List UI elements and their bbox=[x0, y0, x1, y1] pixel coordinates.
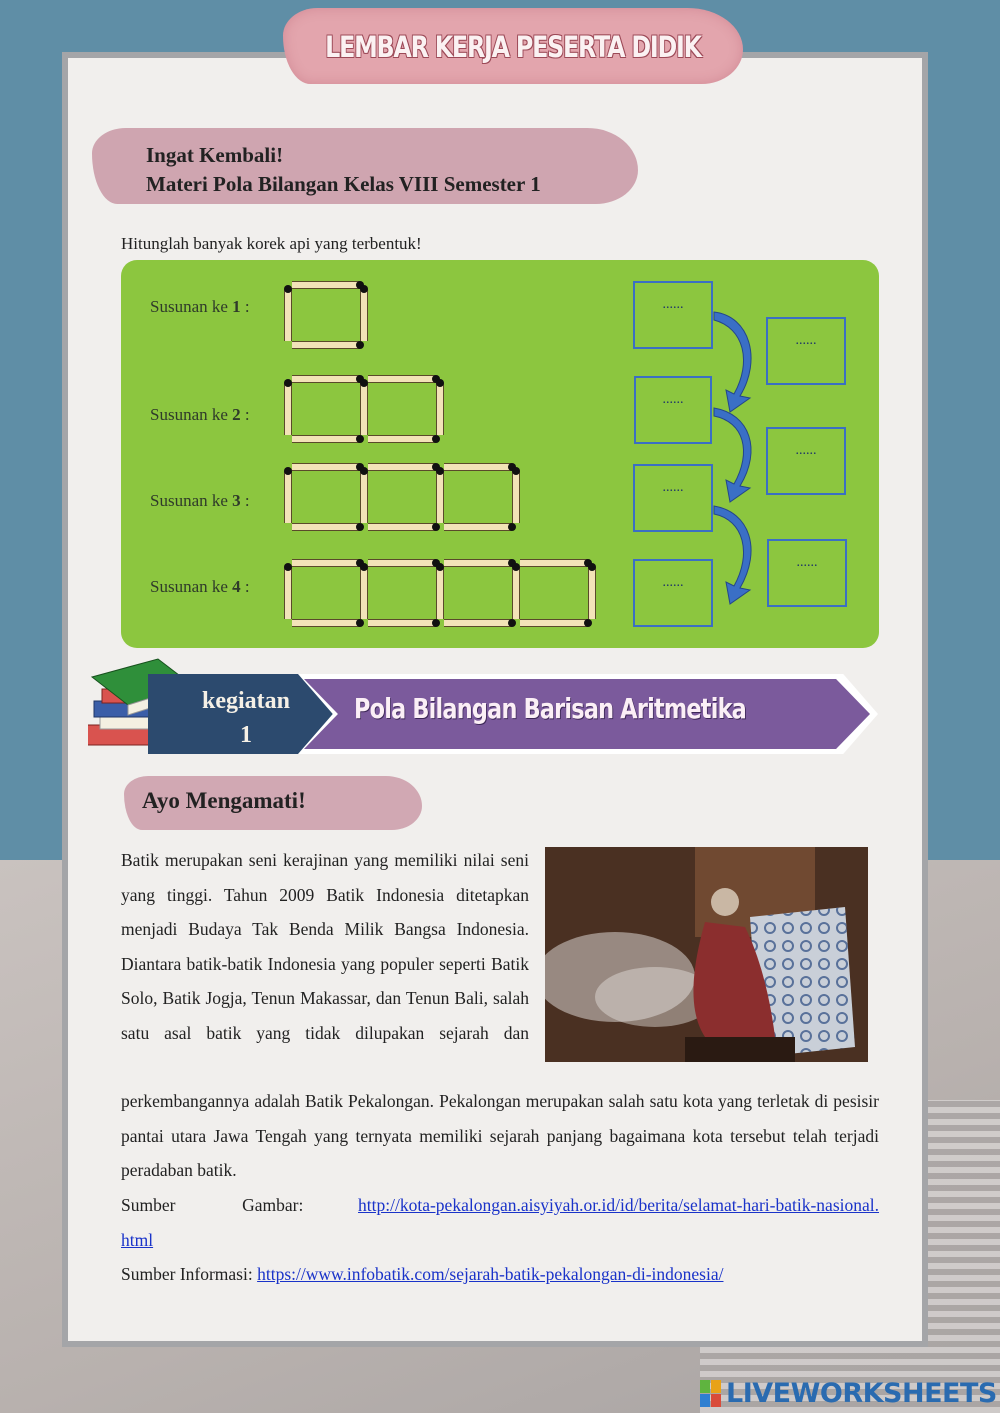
matchstick bbox=[368, 435, 440, 443]
matchstick bbox=[512, 563, 520, 619]
paragraph-wide: perkembangannya adalah Batik Pekalongan. Pekalongan merupakan salah satu kota yang terletak di pesisir pantai utara Jawa Tengah yang ternyata memiliki sejarah panjang bagaimana kota tersebut telah terjadi peradaban batik. bbox=[121, 1091, 879, 1181]
row-label-2: Susunan ke 2 : bbox=[150, 405, 250, 424]
matchstick bbox=[292, 281, 364, 289]
matchstick bbox=[292, 619, 364, 627]
activity-title: Pola Bilangan Barisan Aritmetika bbox=[354, 692, 746, 725]
answer-box-4[interactable]: ...... bbox=[633, 559, 713, 627]
answer-box-2[interactable]: ...... bbox=[634, 376, 712, 444]
difference-box-3[interactable]: ...... bbox=[767, 539, 847, 607]
row-label-4: Susunan ke 4 : bbox=[150, 577, 250, 596]
matchstick bbox=[360, 467, 368, 523]
activity-label-line-2: 1 bbox=[240, 722, 252, 748]
matchstick bbox=[512, 467, 520, 523]
matchstick bbox=[444, 559, 516, 567]
recall-line-1: Ingat Kembali! bbox=[146, 143, 284, 167]
matchstick bbox=[368, 619, 440, 627]
answer-box-1[interactable]: ...... bbox=[633, 281, 713, 349]
batik-photo bbox=[545, 847, 868, 1062]
page-title: LEMBAR KERJA PESERTA DIDIK bbox=[325, 30, 701, 64]
matchstick bbox=[360, 379, 368, 435]
info-source-label: Sumber Informasi: bbox=[121, 1264, 253, 1284]
row-label-1: Susunan ke 1 : bbox=[150, 297, 250, 316]
row-label-3: Susunan ke 3 : bbox=[150, 491, 250, 510]
matchstick-drawing bbox=[0, 0, 1000, 700]
image-source-label: Sumber Gambar: bbox=[121, 1195, 304, 1215]
info-source bbox=[121, 1257, 879, 1292]
matchstick bbox=[360, 285, 368, 341]
matchstick bbox=[368, 463, 440, 471]
matchstick bbox=[444, 463, 516, 471]
matchstick bbox=[444, 619, 516, 627]
observe-heading: Ayo Mengamati! bbox=[142, 788, 306, 813]
matchstick bbox=[292, 523, 364, 531]
difference-box-2[interactable]: ...... bbox=[766, 427, 846, 495]
instruction-text: Hitunglah banyak korek api yang terbentuk! bbox=[121, 234, 422, 253]
matchstick bbox=[368, 375, 440, 383]
matchstick bbox=[292, 341, 364, 349]
info-source-link[interactable]: https://www.infobatik.com/sejarah-batik-pekalongan-di-indonesia/ bbox=[257, 1264, 724, 1284]
matchstick bbox=[368, 523, 440, 531]
matchstick bbox=[520, 619, 592, 627]
matchstick bbox=[436, 467, 444, 523]
curved-arrow-3 bbox=[714, 506, 751, 604]
matchstick bbox=[284, 285, 292, 341]
activity-label bbox=[196, 684, 296, 752]
matchstick bbox=[284, 467, 292, 523]
matchstick bbox=[444, 523, 516, 531]
curved-arrow-1 bbox=[714, 312, 751, 412]
batik-photo-art bbox=[545, 847, 868, 1062]
image-source-link[interactable]: http://kota-pekalongan.aisyiyah.or.id/id/berita/selamat-hari-batik-nasional.html bbox=[121, 1195, 879, 1250]
matchstick bbox=[520, 559, 592, 567]
matchstick bbox=[436, 379, 444, 435]
matchstick bbox=[360, 563, 368, 619]
image-source bbox=[121, 1188, 879, 1257]
paragraph-narrow: Batik merupakan seni kerajinan yang memiliki nilai seni yang tinggi. Tahun 2009 Batik Indonesia ditetapkan menjadi Budaya Tak Benda Milik Bangsa Indonesia. Diantara batik-batik Indonesia yang populer seperti Batik Solo, Batik Jogja, Tenun Makassar, dan Tenun Bali, salah satu asal batik yang tidak dilupakan sejarah dan bbox=[121, 850, 529, 1043]
arrows-group bbox=[700, 300, 780, 620]
matchstick bbox=[292, 375, 364, 383]
matchstick bbox=[368, 559, 440, 567]
liveworksheets-logo: LIVEWORKSHEETS bbox=[726, 1378, 997, 1409]
difference-box-1[interactable]: ...... bbox=[766, 317, 846, 385]
answer-box-3[interactable]: ...... bbox=[633, 464, 713, 532]
matchstick bbox=[292, 435, 364, 443]
matchstick bbox=[292, 559, 364, 567]
activity-label-line-1: kegiatan bbox=[201, 688, 290, 714]
matchstick bbox=[588, 563, 596, 619]
matchstick bbox=[284, 563, 292, 619]
curved-arrow-2 bbox=[714, 408, 751, 502]
matchstick bbox=[292, 463, 364, 471]
matchstick bbox=[284, 379, 292, 435]
matchstick bbox=[436, 563, 444, 619]
liveworksheets-logo-icon bbox=[700, 1380, 722, 1408]
recall-line-2: Materi Pola Bilangan Kelas VIII Semester 1 bbox=[146, 172, 541, 196]
